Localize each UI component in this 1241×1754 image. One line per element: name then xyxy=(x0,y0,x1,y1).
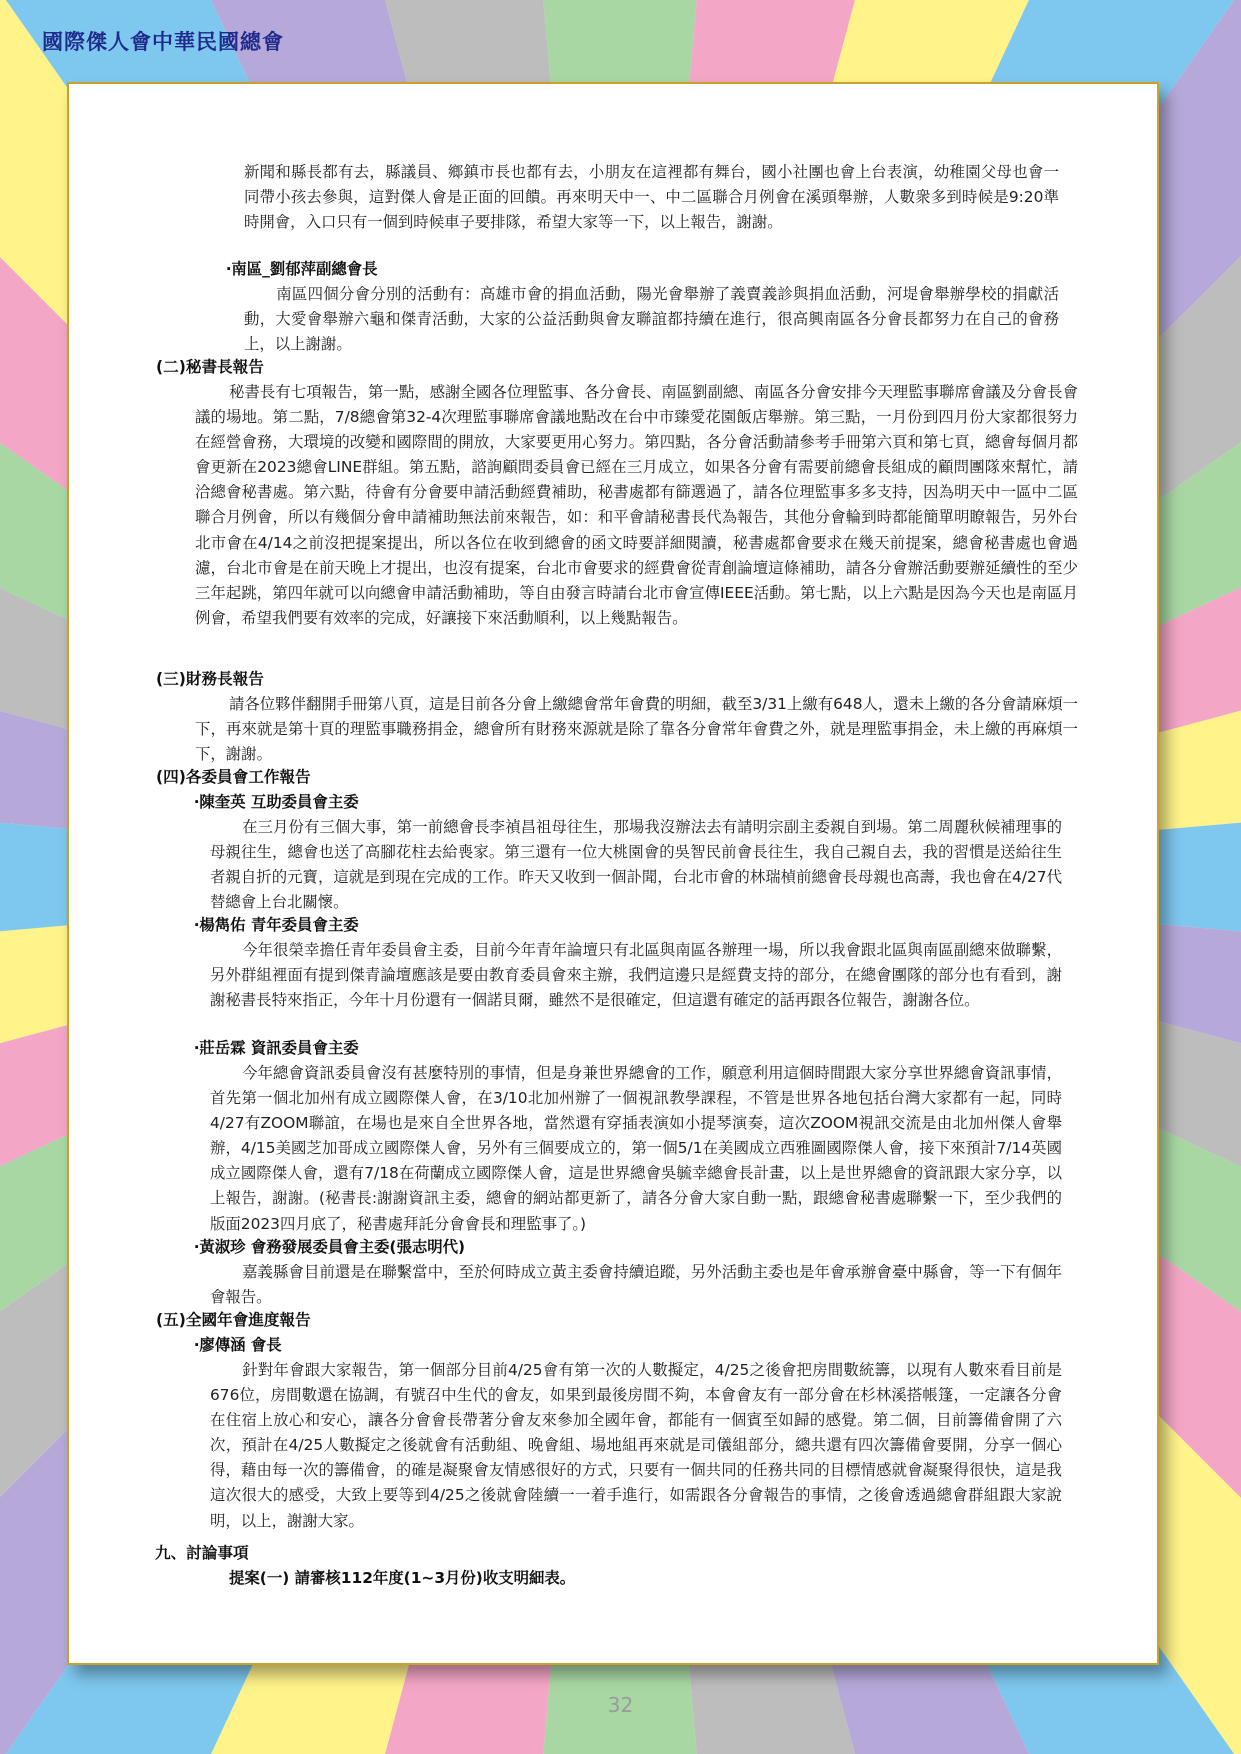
secretary-report-heading: (二)秘書長報告 xyxy=(156,358,264,376)
chairman-report-text: 針對年會跟大家報告，第一個部分目前4/25會有第一次的人數擬定，4/25之後會把房間數統籌，以現有人數來看目前是676位，房間數還在協調，有號召中生代的會友，如果到最後房間不夠，本會會友有一部分會在杉林溪搭帳篷，一定讓各分會在住宿上放心和安心，讓各分會會長帶著分會友來參加全國年會，都能有一個賓至如歸的感覺。第二個，目前籌備會開了六次，預計在4/25人數擬定之後就會有活動組、晚會組、場地組再來就是司儀組部分，總共還有四次籌備會要開，分享一個心得，藉由每一次的籌備會，的確是凝聚會友情感很好的方式，只要有一個共同的任務共同的目標情感就會凝聚得很快，這是我這次很大的感受，大致上要等到4/25之後就會陸續一一着手進行，如需跟各分會報告的事情，之後會透過總會群組跟大家說明，以上，謝謝大家。 xyxy=(210,1361,1062,1530)
youth-committee-text: 今年很榮幸擔任青年委員會主委，目前今年青年論壇只有北區與南區各辦理一場，所以我會跟北區與南區副總來做聯繫，另外群組裡面有提到傑青論壇應該是要由教育委員會來主辦，我們這邊只是經費支持的部分，在總會團隊的部分也有看到，謝謝秘書長特來指正，今年十月份還有一個諾貝爾，雖然不是很確定，但這還有確定的話再跟各位報告，謝謝各位。 xyxy=(210,941,1062,1010)
intro-paragraph: 新聞和縣長都有去，縣議員、鄉鎮市長也都有去，小朋友在這裡都有舞台，國小社團也會上台表演，幼稚園父母也會一同帶小孩去參與，這對傑人會是正面的回饋。再來明天中一、中二區聯合月例會在溪頭舉辦，人數衆多到時候是9:20準時開會，入口只有一個到時候車子要排隊，希望大家等一下，以上報告，謝謝。 xyxy=(244,163,1059,232)
mutual-aid-committee-heading: ‧陳奎英 互助委員會主委 xyxy=(194,793,359,811)
south-region-text: 南區四個分會分別的活動有：高雄市會的捐血活動，陽光會舉辦了義賣義診與捐血活動，河堤會舉辦學校的捐獻活動，大愛會舉辦六龜和傑青活動，大家的公益活動與會友聯誼都持續在進行，很高興南區各分會長都努力在自己的會務上，以上謝謝。 xyxy=(244,285,1059,354)
committees-report-heading: (四)各委員會工作報告 xyxy=(156,768,311,786)
discussion-heading: 九、討論事項 xyxy=(155,1544,249,1562)
south-region-heading: ‧南區_劉郁萍副總會長 xyxy=(226,260,378,278)
finance-report-text: 請各位夥伴翻開手冊第八頁，這是目前各分會上繳總會常年會費的明細，截至3/31上繳有648人，還未上繳的各分會請麻煩一下，再來就是第十頁的理監事職務捐金，總會所有財務來源就是除了靠各分會常年會費之外，就是理監事捐金，未上繳的再麻煩一下，謝謝。 xyxy=(195,695,1078,764)
chairman-report-heading: ‧廖傳涵 會長 xyxy=(194,1336,282,1354)
proposal-line: 提案(一) 請審核112年度(1~3月份)收支明細表。 xyxy=(229,1569,576,1587)
page-number: 32 xyxy=(607,1693,634,1717)
mutual-aid-committee-text: 在三月份有三個大事，第一前總會長李禎昌祖母往生，那場我沒辦法去有請明宗副主委親自到場。第二周麗秋候補理事的母親往生，總會也送了高腳花柱去給喪家。第三還有一位大桃園會的吳智民前會長往生，我自己親自去，我的習慣是送給往生者親自折的元寶，這就是到現在完成的工作。昨天又收到一個訃聞，台北市會的林瑞楨前總會長母親也高壽，我也會在4/27代替總會上台北關懷。 xyxy=(210,818,1062,912)
info-committee-text: 今年總會資訊委員會沒有甚麼特別的事情，但是身兼世界總會的工作，願意利用這個時間跟大家分享世界總會資訊事情，首先第一個北加州有成立國際傑人會，在3/10北加州辦了一個視訊教學課程，不管是世界各地包括台灣大家都有一起，同時4/27有ZOOM聯誼，在場也是來自全世界各地，當然還有穿插表演如小提琴演奏，這次ZOOM視訊交流是由北加州傑人會舉辦，4/15美國芝加哥成立國際傑人會，另外有三個要成立的，第一個5/1在美國成立西雅圖國際傑人會，接下來預計7/14英國成立國際傑人會，還有7/18在荷蘭成立國際傑人會，這是世界總會吳毓幸總會長計畫，以上是世界總會的資訊跟大家分享，以上報告，謝謝。(秘書長:謝謝資訊主委，總會的網站都更新了，請各分會大家自動一點，跟總會秘書處聯繫一下，至少我們的版面2023四月底了，秘書處拜託分會會長和理監事了。) xyxy=(210,1064,1062,1233)
youth-committee-heading: ‧楊雋佑 青年委員會主委 xyxy=(194,916,359,934)
development-committee-text: 嘉義縣會目前還是在聯繫當中，至於何時成立黃主委會持續追蹤，另外活動主委也是年會承辦會臺中縣會，等一下有個年會報告。 xyxy=(210,1263,1062,1307)
convention-progress-heading: (五)全國年會進度報告 xyxy=(156,1311,311,1329)
content-panel xyxy=(67,82,1159,1665)
secretary-report-text: 秘書長有七項報告，第一點，感謝全國各位理監事、各分會長、南區劉副總、南區各分會安排今天理監事聯席會議及分會長會議的場地。第二點，7/8總會第32-4次理監事聯席會議地點改在台中市臻愛花園飯店舉辦。第三點，一月份到四月份大家都很努力在經營會務，大環境的改變和國際間的開放，大家要更用心努力。第四點，各分會活動請參考手冊第六頁和第七頁，總會每個月都會更新在2023總會LINE群組。第五點，諮詢顧問委員會已經在三月成立，如果各分會有需要前總會長組成的顧問團隊來幫忙，請洽總會秘書處。第六點，待會有分會要申請活動經費補助，秘書處都有篩選過了，請各位理監事多多支持，因為明天中一區中二區聯合月例會，所以有幾個分會申請補助無法前來報告，如：和平會請秘書長代為報告，其他分會輪到時都能簡單明瞭報告，另外台北市會在4/14之前沒把提案提出，所以各位在收到總會的函文時要詳細閱讀，秘書處都會要求在幾天前提案，總會秘書處也會過濾，台北市會是在前天晚上才提出，也沒有提案，台北市會要求的經費會從青創論壇這條補助，請各分會辦活動要辦延續性的至少三年起跳，第四年就可以向總會申請活動補助，等自由發言時請台北市會宣傳IEEE活動。第七點，以上六點是因為今天也是南區月例會，希望我們要有效率的完成，好讓接下來活動順利，以上幾點報告。 xyxy=(195,383,1078,627)
development-committee-heading: ‧黃淑珍 會務發展委員會主委(張志明代) xyxy=(194,1238,466,1256)
finance-report-heading: (三)財務長報告 xyxy=(156,670,264,688)
info-committee-heading: ‧莊岳霖 資訊委員會主委 xyxy=(194,1039,359,1057)
organization-title: 國際傑人會中華民國總會 xyxy=(42,30,284,54)
page-content xyxy=(69,84,1157,1663)
